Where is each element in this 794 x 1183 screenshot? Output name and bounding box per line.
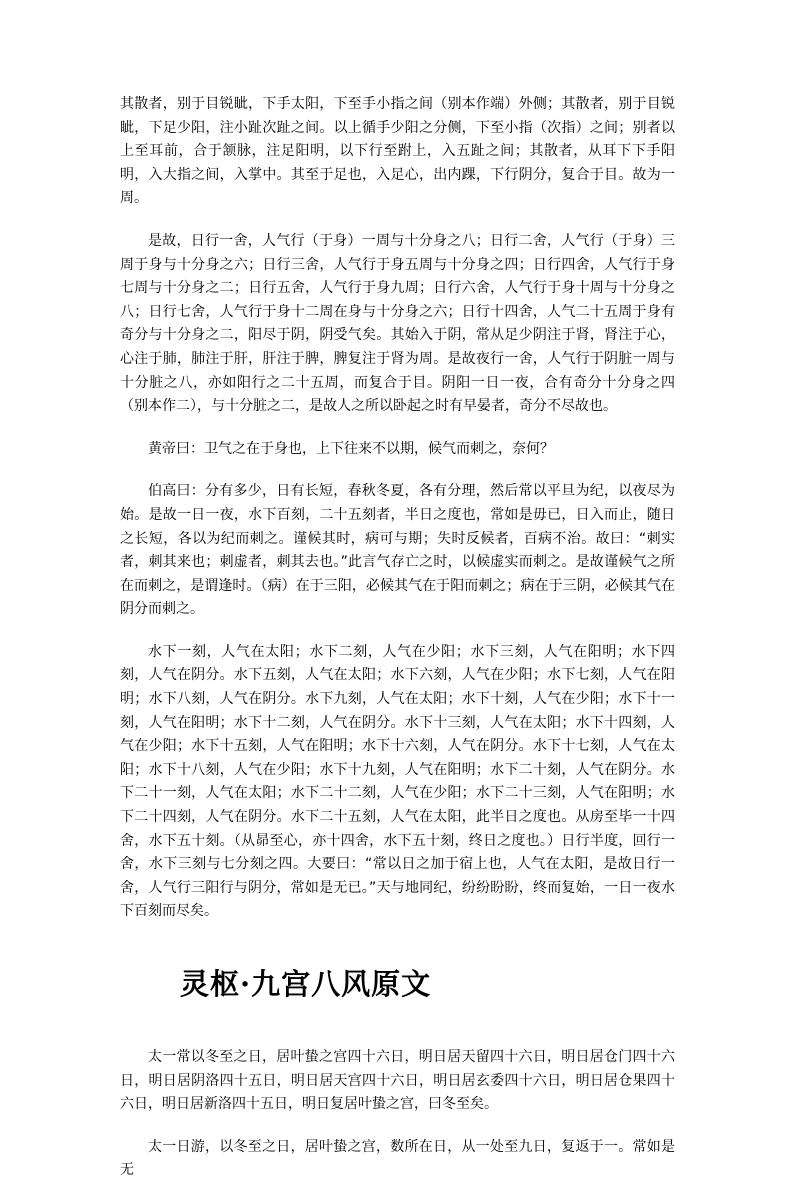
paragraph-body-4: 伯高曰：分有多少，日有长短，春秋冬夏，各有分理，然后常以平旦为纪，以夜尽为始。是故一日一夜，水下百刻，二十五刻者，半日之度也，常如是毋已，日入而止，随日之长短，各以为纪而刺之。谨候其时，病可与期；失时反候者，百病不治。故曰：“刺实者，刺其来也；刺虚者，刺其去也。”此言气存亡之时，以候虚实而刺之。是故谨候气之所在而刺之，是谓逢时。（病）在于三阳，必候其气在于阳而刺之；病在于三阴，必候其气在阴分而刺之。 bbox=[120, 483, 675, 618]
paragraph-body-3: 黄帝曰：卫气之在于身也，上下往来不以期，候气而刺之，奈何？ bbox=[148, 440, 554, 457]
section-heading: 灵枢·九宫八风原文 bbox=[180, 967, 432, 1001]
paragraph-body-6: 太一常以冬至之日，居叶蛰之宫四十六日，明日居天留四十六日，明日居仓门四十六日，明日居阴洛四十五日，明日居天宫四十六日，明日居玄委四十六日，明日居仓果四十六日，明日居新洛四十五日，明日复居叶蛰之宫，曰冬至矣。 bbox=[120, 1049, 675, 1113]
document-page bbox=[120, 93, 675, 1183]
paragraph-body-2: 是故，日行一舍，人气行（于身）一周与十分身之八；日行二舍，人气行（于身）三周于身与十分身之六；日行三舍，人气行于身五周与十分身之四；日行四舍，人气行于身七周与十分身之二；日行五舍，人气行于身九周；日行六舍，人气行于身十周与十分身之八；日行七舍，人气行于身十二周在身与十分身之六；日行十四舍，人气二十五周于身有奇分与十分身之二，阳尽于阴，阴受气矣。其始入于阴，常从足少阴注于肾，肾注于心，心注于肺，肺注于肝，肝注于脾，脾复注于肾为周。是故夜行一舍，人气行于阴脏一周与十分脏之八，亦如阳行之二十五周，而复合于目。阴阳一日一夜，合有奇分十分身之四（别本作二），与十分脏之二，是故人之所以卧起之时有早晏者，奇分不尽故也。 bbox=[120, 232, 675, 415]
paragraph-body-1: 其散者，别于目锐眦，下手太阳，下至手小指之间（别本作端）外侧；其散者，别于目锐眦，下足少阳，注小趾次趾之间。以上循手少阳之分侧，下至小指（次指）之间；别者以上至耳前，合于颔脉，注足阳明，以下行至跗上，入五趾之间；其散者，从耳下下手阳明，入大指之间，入掌中。其至于足也，入足心，出内踝，下行阴分，复合于目。故为一周。 bbox=[120, 96, 675, 207]
paragraph-body-7: 太一日游，以冬至之日，居叶蛰之宫，数所在日，从一处至九日，复返于一。常如是无 bbox=[120, 1138, 675, 1179]
paragraph-body-5: 水下一刻，人气在太阳；水下二刻，人气在少阳；水下三刻，人气在阳明；水下四刻，人气在阴分。水下五刻，人气在太阳；水下六刻，人气在少阳；水下七刻，人气在阳明；水下八刻，人气在阴分。水下九刻，人气在太阳；水下十刻，人气在少阳；水下十一刻，人气在阳明；水下十二刻，人气在阴分。水下十三刻，人气在太阳；水下十四刻，人气在少阳；水下十五刻，人气在阳明；水下十六刻，人气在阴分。水下十七刻，人气在太阳；水下十八刻，人气在少阳；水下十九刻，人气在阳明；水下二十刻，人气在阴分。水下二十一刻，人气在太阳；水下二十二刻，人气在少阳；水下二十三刻，人气在阳明；水下二十四刻，人气在阴分。水下二十五刻，人气在太阳，此半日之度也。从房至毕一十四舍，水下五十刻。（从昴至心，亦十四舍，水下五十刻，终日之度也。）日行半度，回行一舍，水下三刻与七分刻之四。大要曰：“常以日之加于宿上也，人气在太阳，是故日行一舍，人气行三阳行与阴分，常如是无已。”天与地同纪，纷纷盼盼，终而复始，一日一夜水下百刻而尽矣。 bbox=[120, 643, 675, 920]
